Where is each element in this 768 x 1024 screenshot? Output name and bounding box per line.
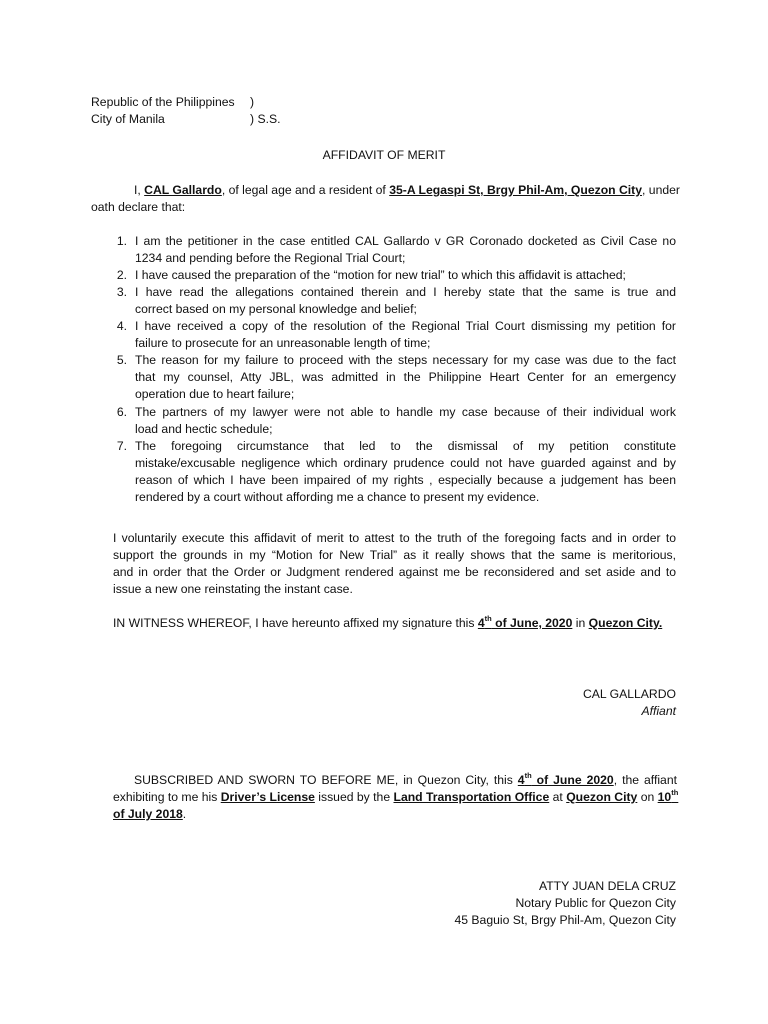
notary-title: Notary Public for Quezon City bbox=[515, 896, 676, 910]
notary-name: ATTY JUAN DELA CRUZ bbox=[538, 879, 676, 893]
header-ss: ) S.S. bbox=[250, 112, 281, 126]
id-type: Driver’s License bbox=[220, 790, 315, 804]
issue-day: 10th bbox=[657, 788, 679, 804]
document-title: AFFIDAVIT OF MERIT bbox=[322, 148, 446, 162]
list-item-number: 4. bbox=[116, 319, 127, 333]
jurat-line-3: of July 2018. bbox=[113, 807, 187, 821]
header-republic: Republic of the Philippines bbox=[91, 95, 235, 109]
list-item: The reason for my failure to proceed with the steps necessary for my case was due to the fact that my counsel, Atty JBL, was admitted in the Philippine Heart Center for an emergency operation due to heart failure; bbox=[135, 353, 676, 401]
list-item-number: 5. bbox=[116, 353, 127, 367]
header-city: City of Manila bbox=[91, 112, 165, 126]
list-item-number: 1. bbox=[116, 234, 127, 248]
signature-date: 4th of June, 2020 bbox=[477, 614, 573, 630]
list-item-number: 7. bbox=[116, 439, 127, 453]
affiant-signature-name: CAL GALLARDO bbox=[582, 687, 676, 701]
list-item: I have received a copy of the resolution of the Regional Trial Court dismissing my petition for failure to prosecute for an unreasonable length of time; bbox=[135, 319, 676, 350]
list-item-number: 3. bbox=[116, 285, 127, 299]
list-item: I have caused the preparation of the “motion for new trial” to which this affidavit is attached; bbox=[135, 268, 626, 282]
list-item: I am the petitioner in the case entitled CAL Gallardo v GR Coronado docketed as Civil Case no 1234 and pending before the Regional Trial Court; bbox=[135, 234, 676, 265]
jurat-line-2: exhibiting to me his Driver’s License issued by the Land Transportation Office at Quezon City on 10th bbox=[113, 788, 679, 804]
intro-line-1: I, CAL Gallardo, of legal age and a resident of 35-A Legaspi St, Brgy Phil-Am, Quezon City, under bbox=[134, 183, 680, 197]
affiant-name-underlined: CAL Gallardo bbox=[144, 183, 222, 197]
notary-address: 45 Baguio St, Brgy Phil-Am, Quezon City bbox=[454, 913, 676, 927]
witness-line: IN WITNESS WHEREOF, I have hereunto affixed my signature this 4th of June, 2020 in Quezon City. bbox=[113, 614, 663, 630]
jurat-date: 4th of June 2020 bbox=[517, 771, 614, 787]
signature-place: Quezon City. bbox=[588, 616, 663, 630]
list-item: The foregoing circumstance that led to the dismissal of my petition constitute mistake/excusable negligence which ordinary prudence could not have guarded against and by reason of which I have been impaired of my rights , especially because a judgement has been rendered by a court without affording me a chance to present my evidence. bbox=[135, 439, 676, 504]
header-paren-1: ) bbox=[250, 95, 255, 109]
voluntary-paragraph: I voluntarily execute this affidavit of merit to attest to the truth of the foregoing facts and in order to support the grounds in my “Motion for New Trial” as it really shows that the same is meritorious, and in order that the Order or Judgment rendered against me be reconsidered and set aside and to issue a new one reinstating the instant case. bbox=[113, 531, 676, 596]
list-item-number: 2. bbox=[116, 268, 127, 282]
affiant-address: 35-A Legaspi St, Brgy Phil-Am, Quezon City bbox=[389, 183, 643, 197]
list-item-number: 6. bbox=[116, 405, 127, 419]
intro-line-2: oath declare that: bbox=[91, 200, 186, 214]
affiant-label: Affiant bbox=[641, 704, 676, 718]
issuing-office: Land Transportation Office bbox=[393, 790, 550, 804]
issue-month-year: of July 2018 bbox=[113, 807, 183, 821]
list-item: The partners of my lawyer were not able to handle my case because of their individual work load and hectic schedule; bbox=[135, 405, 676, 436]
jurat-line-1: SUBSCRIBED AND SWORN TO BEFORE ME, in Quezon City, this 4th of June 2020, the affiant bbox=[134, 771, 677, 787]
list-item: I have read the allegations contained therein and I hereby state that the same is true and correct based on my personal knowledge and belief; bbox=[135, 285, 676, 316]
issue-place: Quezon City bbox=[566, 790, 638, 804]
